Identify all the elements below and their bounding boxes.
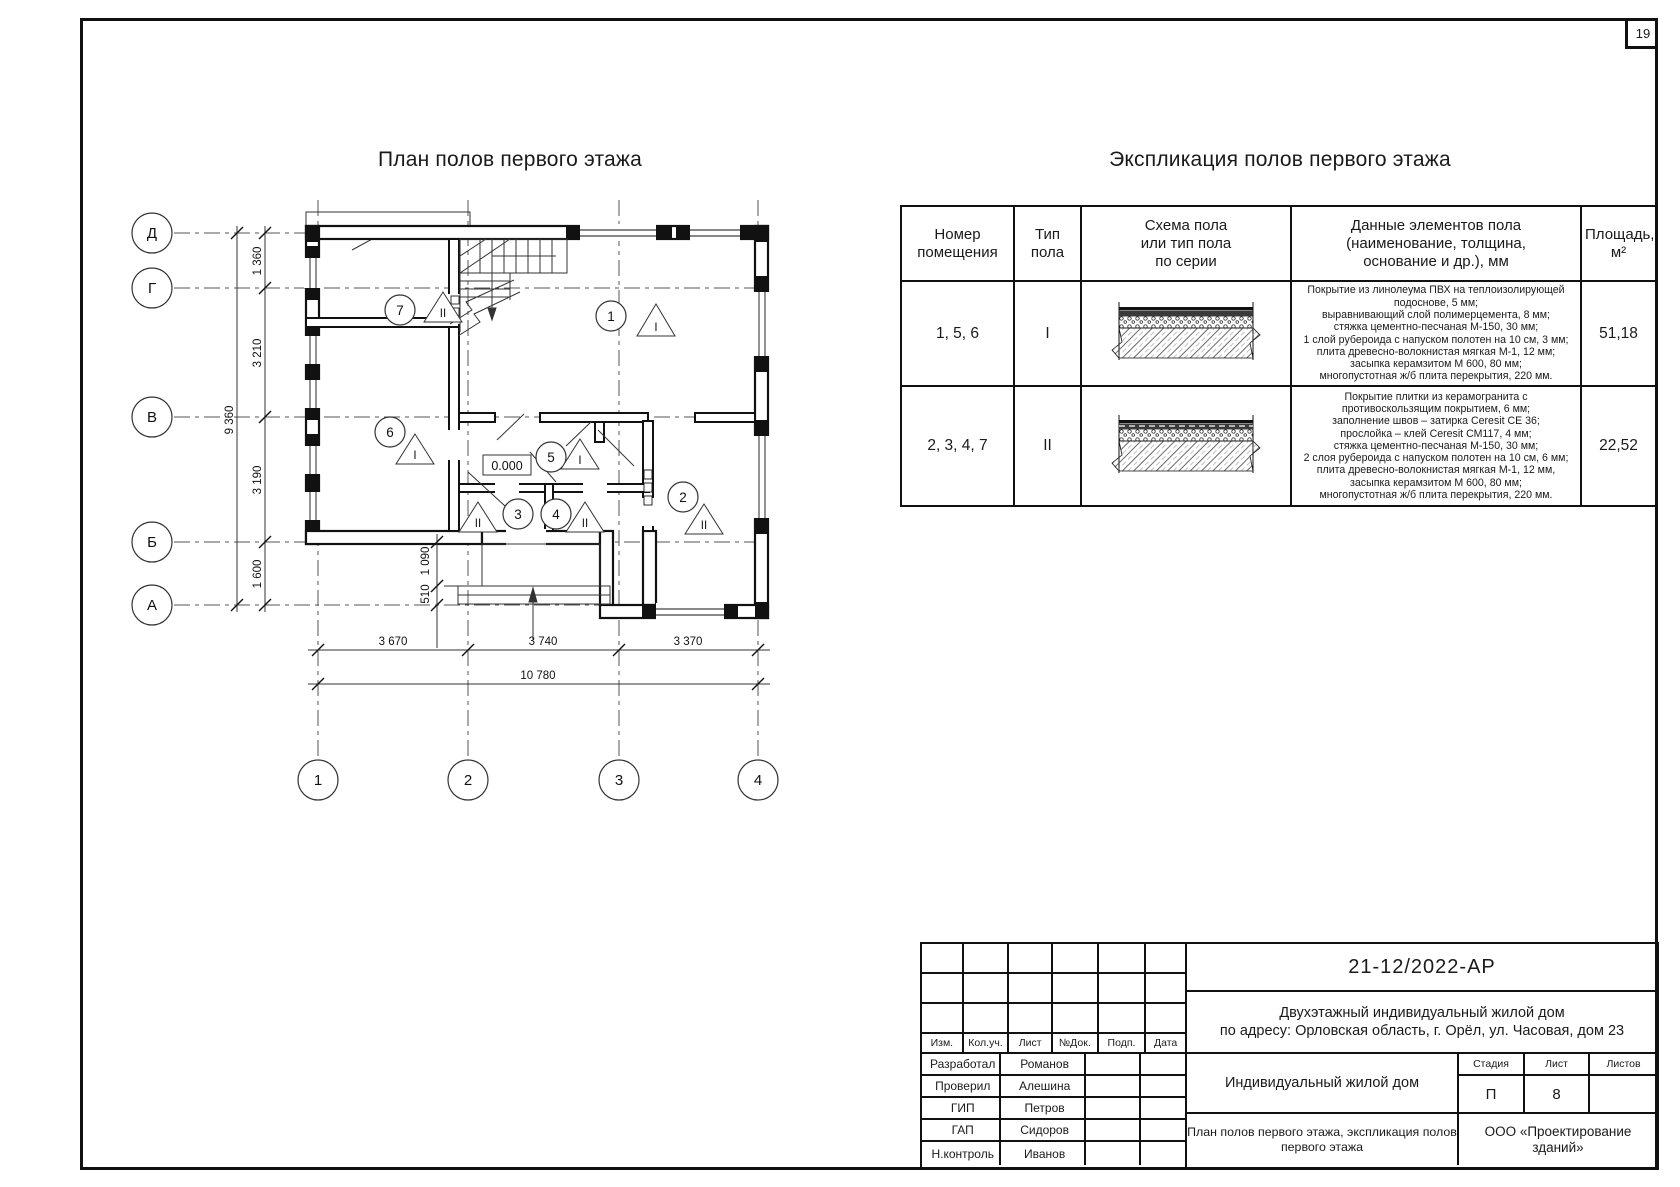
svg-text:Г: Г [147,280,157,297]
svg-text:I: I [654,322,658,334]
row2-area: 22,52 [1581,386,1656,506]
staff-row: Н.контроль Иванов [922,1142,1185,1165]
svg-text:3 370: 3 370 [673,636,703,648]
svg-text:2: 2 [679,490,687,505]
svg-text:0.000: 0.000 [491,459,523,473]
title-block [920,942,1659,1170]
svg-text:1: 1 [607,309,615,324]
sheet-corner-number: 19 [1625,21,1658,49]
row1-type: I [1014,281,1081,386]
staff-row: ГАП Сидоров [922,1120,1185,1142]
row2-floor-schema [1081,386,1291,506]
floor-plan [85,180,795,805]
svg-text:I: I [413,450,417,462]
svg-text:6: 6 [386,425,394,440]
row1-layers: Покрытие из линолеума ПВХ на теплоизолирующей подоснове, 5 мм; выравнивающий слой полимерцемента, 8 мм; стяжка цементно-песчаная М-150, 30 мм; 1 слой рубероида с напуском полотен на 10 см, 3 мм; плита древесно-волокнистая мягкая М-1, 12 мм; засыпка керамзитом М 600, 80 мм; многопустотная ж/б плита перекрытия, 220 мм. [1291,281,1581,386]
floor-section-type2 [1106,413,1266,475]
svg-text:1: 1 [313,772,323,789]
svg-text:1 600: 1 600 [252,559,264,589]
project-name: Двухэтажный индивидуальный жилой дом по адресу: Орловская область, г. Орёл, ул. Часовая, дом 23 [1187,992,1657,1054]
plan-title: План полов первого этажа [377,148,643,171]
table-title: Экспликация полов первого этажа [1109,148,1451,171]
svg-text:5: 5 [547,450,555,465]
svg-text:II: II [581,518,589,530]
svg-text:4: 4 [753,772,763,789]
svg-text:I: I [578,455,582,467]
svg-text:1 360: 1 360 [252,246,264,276]
table-row [901,281,1656,386]
document-number: 21-12/2022-АР [1187,944,1657,992]
stage-headers: Стадия Лист Листов [1459,1054,1657,1076]
revision-headers: Изм. Кол.уч. Лист №Док. Подп. Дата [922,1034,1185,1054]
object-name: Индивидуальный жилой дом [1187,1054,1459,1114]
svg-text:3: 3 [614,772,624,789]
dim-total-left: 9 360 [224,405,236,435]
staff-row: Разработал Романов [922,1054,1185,1076]
row1-floor-schema [1081,281,1291,386]
col-header-area: Площадь, м² [1581,206,1656,281]
svg-text:3 670: 3 670 [378,636,408,648]
col-header-type: Тип пола [1014,206,1081,281]
svg-text:3 210: 3 210 [252,338,264,368]
col-header-data: Данные элементов пола (наименование, толщина, основание и др.), мм [1291,206,1581,281]
svg-text:II: II [474,518,482,530]
floor-section-type1 [1106,300,1266,362]
col-header-schema: Схема пола или тип пола по серии [1081,206,1291,281]
stage-values [1459,1076,1657,1114]
svg-text:II: II [700,520,708,532]
row1-rooms: 1, 5, 6 [901,281,1014,386]
dim-total-bottom: 10 780 [520,670,556,682]
svg-text:7: 7 [396,303,404,318]
svg-text:II: II [439,308,447,320]
stage-value: П [1459,1076,1525,1114]
row2-layers: Покрытие плитки из керамогранита с противоскользящим покрытием, 6 мм; заполнение швов – затирка Ceresit CE 36; прослойка – клей Ceresit СМ117, 4 мм; стяжка цементно-песчаная М-150, 30 мм; 2 слоя рубероида с напуском полотен на 10 см, 6 мм; плита древесно-волокнистая мягкая М-1, 12 мм, засыпка керамзитом М 600, 80 мм; многопустотная ж/б плита перекрытия, 220 мм. [1291,386,1581,506]
svg-text:В: В [146,409,158,426]
table-row [901,386,1656,506]
svg-text:3 740: 3 740 [528,636,558,648]
title-block-revision-grid [922,944,1187,1168]
svg-text:3 190: 3 190 [252,465,264,495]
level-mark [483,455,531,475]
staff-row: ГИП Петров [922,1098,1185,1120]
svg-text:2: 2 [463,772,473,789]
row2-type: II [1014,386,1081,506]
organization-name: ООО «Проектирование зданий» [1484,1123,1632,1155]
svg-text:А: А [146,597,158,614]
title-block-main [1187,944,1657,1168]
entrance-porch [458,544,610,640]
row1-area: 51,18 [1581,281,1656,386]
row2-rooms: 2, 3, 4, 7 [901,386,1014,506]
svg-text:1 090: 1 090 [420,546,432,576]
col-header-room: Номер помещения [901,206,1014,281]
staff-row: Проверил Алешина [922,1076,1185,1098]
sheets-total [1590,1076,1657,1114]
svg-text:3: 3 [514,507,522,522]
sheet-number: 8 [1525,1076,1590,1114]
svg-text:4: 4 [552,507,560,522]
svg-text:510: 510 [420,584,432,604]
sheet-title: План полов первого этажа, экспликация полов первого этажа [1187,1114,1459,1165]
vent-shafts [644,470,652,505]
explication-table [900,205,1657,507]
svg-text:Д: Д [146,225,158,242]
svg-text:Б: Б [147,534,157,551]
